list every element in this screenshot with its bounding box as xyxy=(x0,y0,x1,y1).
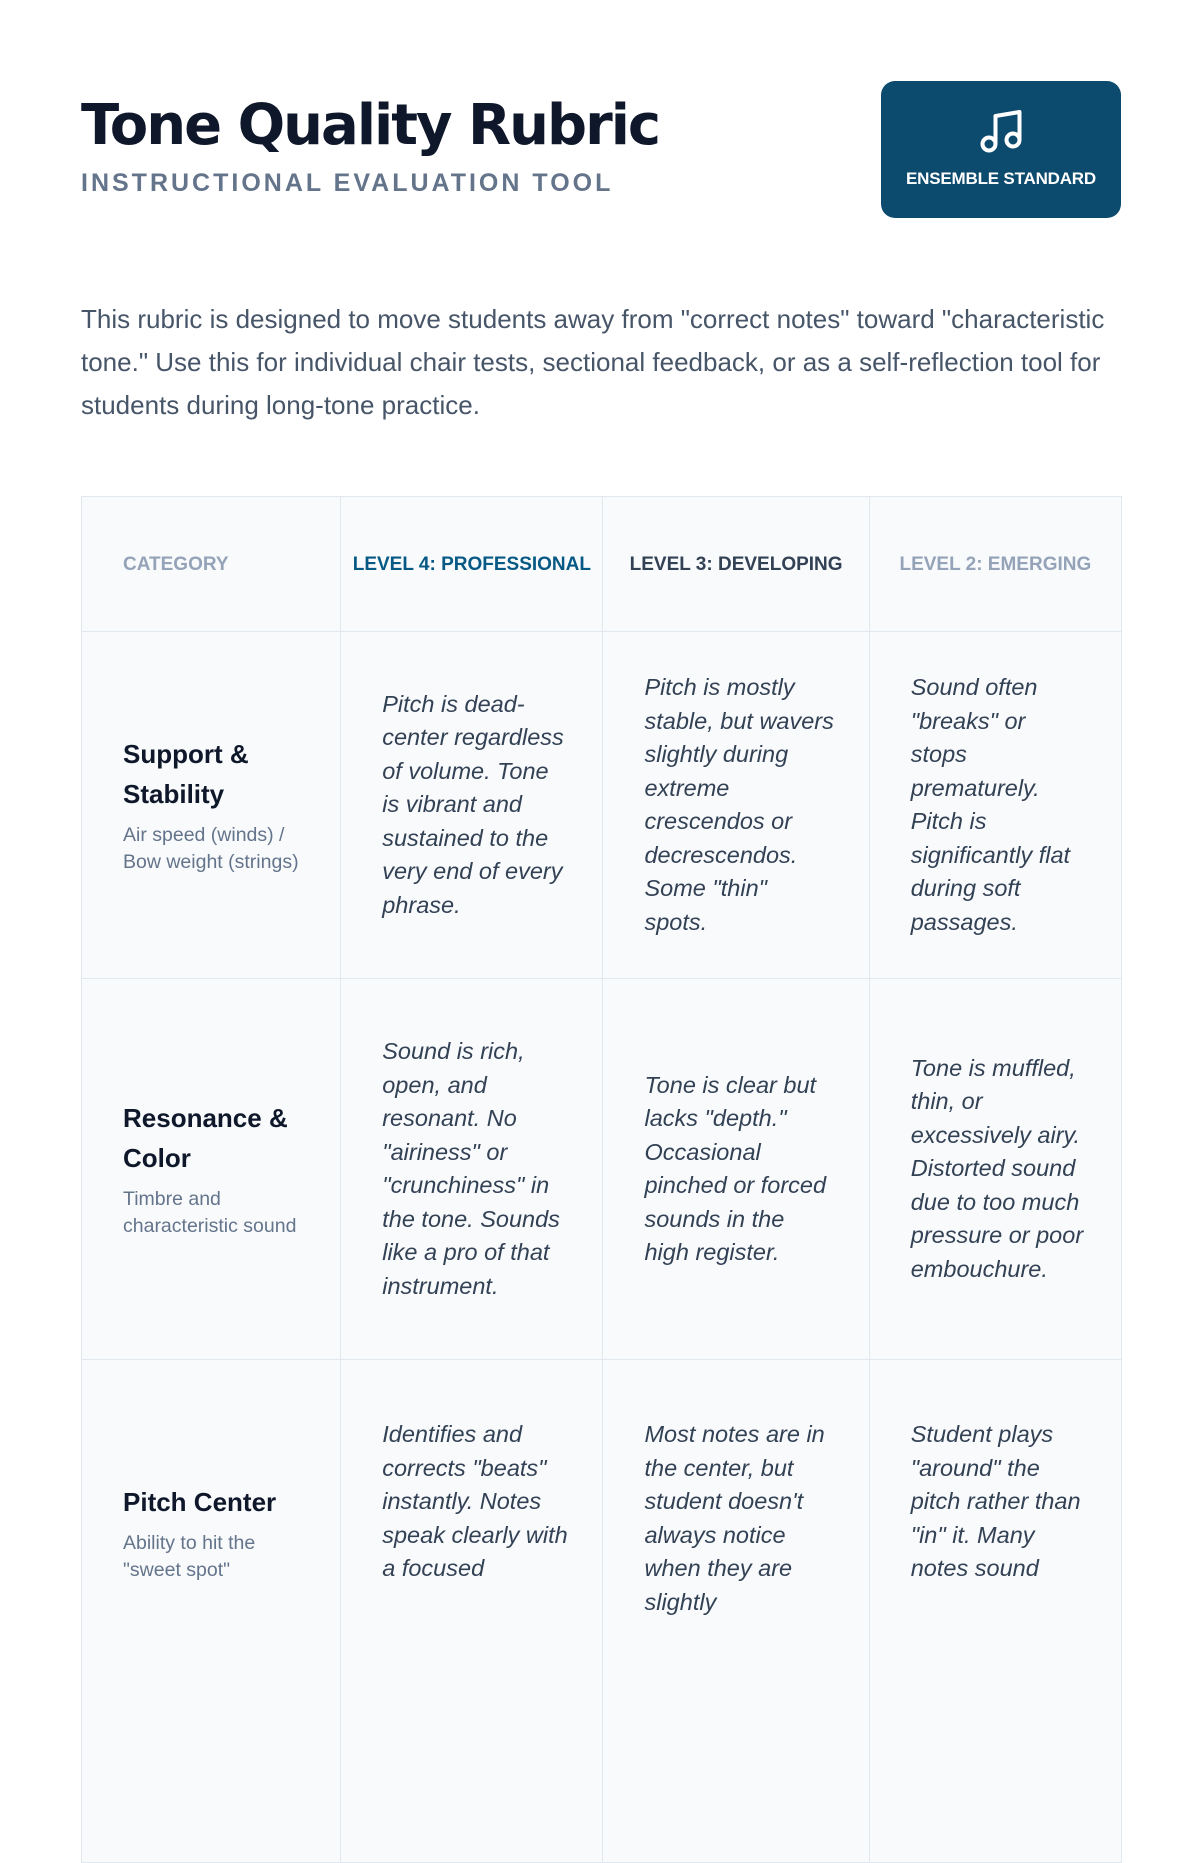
level-4-descriptor: Identifies and corrects "beats" instantly. Notes speak clearly with a focused xyxy=(341,1360,603,1863)
table-header-row xyxy=(82,497,1122,632)
column-header-level-4: LEVEL 4: PROFESSIONAL xyxy=(341,497,603,632)
level-3-descriptor: Pitch is mostly stable, but wavers slightly during extreme crescendos or decrescendos. Some "thin" spots. xyxy=(603,632,869,979)
music-note-icon xyxy=(977,107,1027,157)
rubric-page xyxy=(81,0,1121,1615)
table-row xyxy=(82,632,1122,979)
column-header-level-3: LEVEL 3: DEVELOPING xyxy=(603,497,869,632)
category-name: Resonance & Color xyxy=(123,1103,288,1173)
level-2-descriptor: Student plays "around" the pitch rather than "in" it. Many notes sound xyxy=(869,1360,1121,1863)
level-2-descriptor: Sound often "breaks" or stops prematurely. Pitch is significantly flat during soft passages. xyxy=(869,632,1121,979)
level-3-descriptor: Tone is clear but lacks "depth." Occasional pinched or forced sounds in the high register. xyxy=(603,979,869,1360)
level-3-descriptor: Most notes are in the center, but student doesn't always notice when they are slightly xyxy=(603,1360,869,1863)
intro-paragraph: This rubric is designed to move students away from "correct notes" toward "characteristic tone." Use this for individual chair tests, sectional feedback, or as a self-reflection tool for students during long-tone practice. xyxy=(81,304,1105,420)
column-header-category: CATEGORY xyxy=(82,497,341,632)
category-description: Ability to hit the "sweet spot" xyxy=(123,1532,256,1581)
column-header-level-2: LEVEL 2: EMERGING xyxy=(869,497,1121,632)
page-title: Tone Quality Rubric xyxy=(81,93,660,158)
table-row xyxy=(82,979,1122,1360)
level-4-descriptor: Pitch is dead-center regardless of volume. Tone is vibrant and sustained to the very end of every phrase. xyxy=(341,632,603,979)
category-cell xyxy=(82,979,341,1360)
category-description: Timbre and characteristic sound xyxy=(123,1188,297,1237)
category-cell xyxy=(82,632,341,979)
level-2-descriptor: Tone is muffled, thin, or excessively airy. Distorted sound due to too much pressure or poor embouchure. xyxy=(869,979,1121,1360)
page-header xyxy=(81,0,1121,240)
category-description: Air speed (winds) / Bow weight (strings) xyxy=(123,824,299,873)
category-name: Support & Stability xyxy=(123,739,249,809)
category-cell xyxy=(82,1360,341,1863)
page-subtitle: INSTRUCTIONAL EVALUATION TOOL xyxy=(81,169,614,197)
level-4-descriptor: Sound is rich, open, and resonant. No "airiness" or "crunchiness" in the tone. Sounds like a pro of that instrument. xyxy=(341,979,603,1360)
rubric-table xyxy=(81,496,1122,1863)
badge-label: ENSEMBLE STANDARD xyxy=(906,169,1096,188)
ensemble-standard-badge xyxy=(881,81,1121,218)
category-name: Pitch Center xyxy=(123,1487,277,1517)
table-row xyxy=(82,1360,1122,1863)
